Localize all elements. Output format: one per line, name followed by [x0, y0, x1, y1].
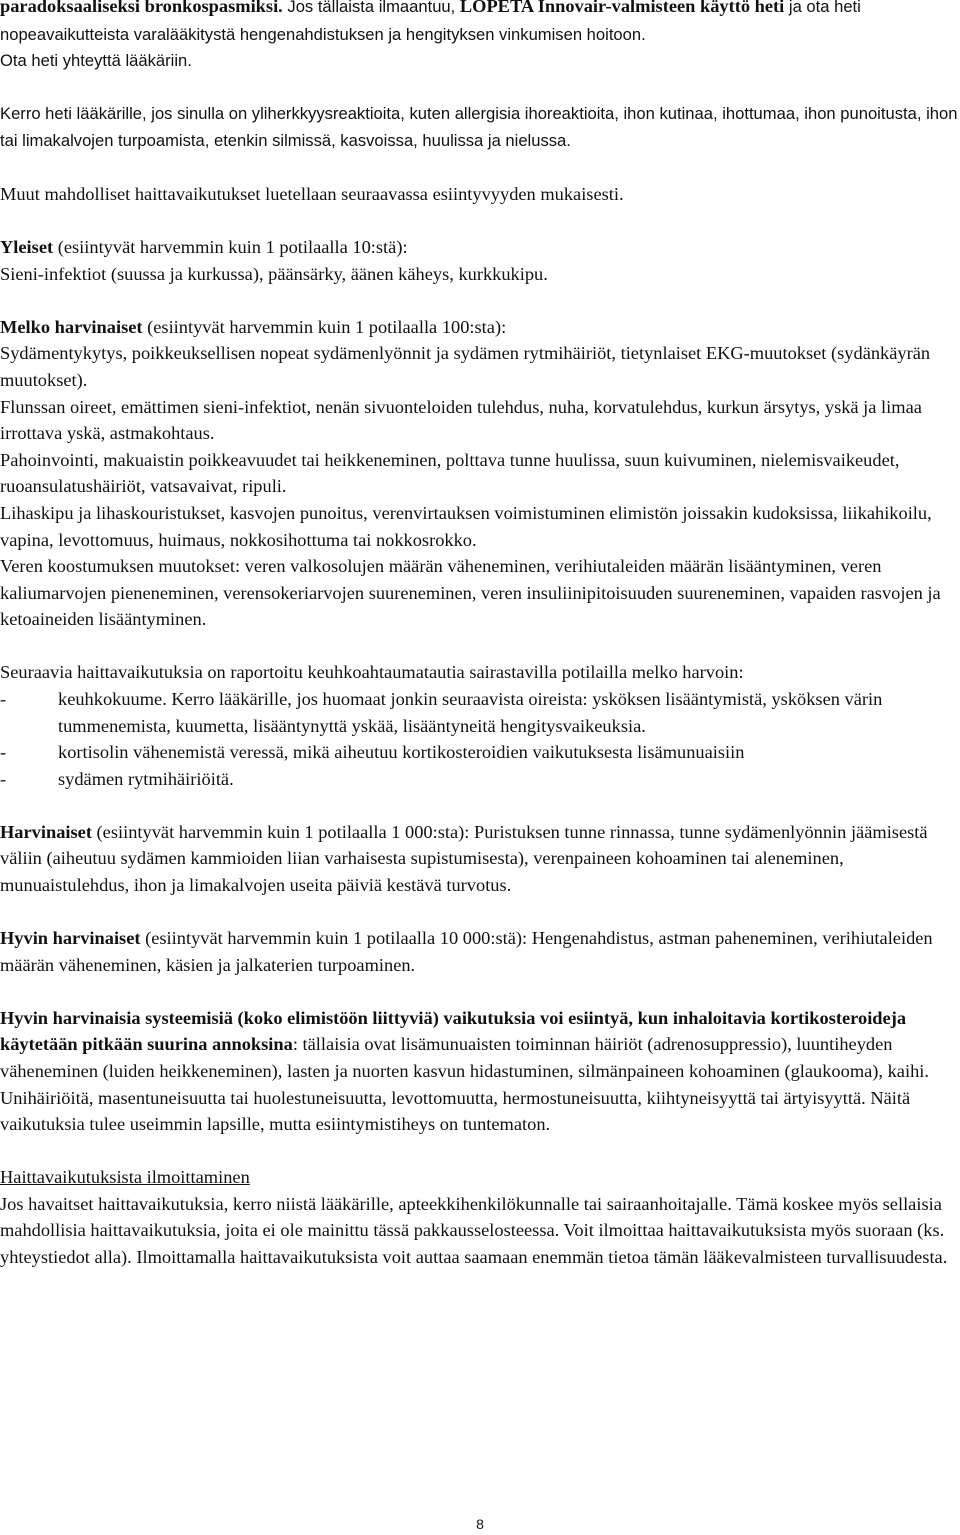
allergy-paragraph: Kerro heti lääkärille, jos sinulla on yliherkkyysreaktioita, kuten allergisia ihoreaktioita, ihon kutinaa, ihottumaa, ihon punoitusta, ihon tai limakalvojen turpoamista, etenkin silmissä, kasvoissa, huulissa ja nielussa.	[0, 104, 958, 150]
list-dash: -	[0, 688, 7, 709]
rare-label: Harvinaiset	[0, 821, 92, 842]
intro-bold-stop: LOPETA Innovair-valmisteen käyttö heti	[459, 0, 785, 16]
frequency-intro: Muut mahdolliset haittavaikutukset luetellaan seuraavassa esiintyvyyden mukaisesti.	[0, 183, 624, 204]
intro-contact-doctor: Ota heti yhteyttä lääkäriin.	[0, 51, 192, 71]
systemic-bold: Hyvin harvinaisia systeemisiä (koko elimistöön liittyviä) vaikutuksia voi esiintyä, kun inhaloitavia kortikosteroideja käytetään pitkään suurina annoksina	[0, 1007, 907, 1055]
systemic-text: : tällaisia ovat lisämunuaisten toiminnan häiriöt (adrenosuppressio), luuntiheyden väheneminen (luiden heikkeneminen), lasten ja nuorten kasvun hidastuminen, silmänpaineen kohoaminen (glaukooma), kaihi.	[0, 1034, 929, 1081]
rare-text: (esiintyvät harvemmin kuin 1 potilaalla 1 000:sta): Puristuksen tunne rinnassa, tunne sydämenlyönnin jäämisestä väliin (aiheutuu sydämen kammioiden liian varhaisesta supistumisesta), verenpaineen kohoaminen tai aleneminen, munuaistulehdus, ihon ja limakalvojen useita päiviä kestävä turvotus.	[0, 821, 928, 896]
intro-paragraph	[0, 0, 958, 48]
rare-paragraph	[0, 819, 958, 899]
common-effects: Sieni-infektiot (suussa ja kurkussa), päänsärky, äänen käheys, kurkkukipu.	[0, 263, 548, 284]
list-dash: -	[0, 742, 7, 763]
common-heading	[0, 234, 958, 261]
common-label: Yleiset	[0, 237, 54, 258]
uncommon-effect-item: Veren koostumuksen muutokset: veren valkosolujen määrän väheneminen, verihiutaleiden määrän lisääntyminen, veren kaliumarvojen pieneneminen, verensokeriarvojen suureneminen, veren insuliinipitoisuuden suureneminen, vapaiden rasvojen ja ketoaineiden lisääntyminen.	[0, 556, 941, 630]
uncommon-effect-item: Flunssan oireet, emättimen sieni-infektiot, nenän sivuonteloiden tulehdus, nuha, korvatulehdus, kurkun ärsytys, yskä ja limaa irrottava yskä, astmakohtaus.	[0, 396, 922, 444]
very-rare-label: Hyvin harvinaiset	[0, 928, 141, 949]
list-dash: -	[0, 768, 7, 789]
very-rare-paragraph	[0, 925, 958, 978]
uncommon-heading	[0, 314, 958, 341]
copd-item-text: keuhkokuume. Kerro lääkärille, jos huomaat jonkin seuraavista oireista: ysköksen lisääntymistä, ysköksen värin tummenemista, kuumetta, lisääntynyttä yskää, lisääntyneitä hengitysvaikeuksia.	[58, 688, 883, 736]
copd-list-item	[0, 766, 958, 793]
uncommon-effect-item: Pahoinvointi, makuaistin poikkeavuudet tai heikkeneminen, polttava tunne huulissa, suun kuivuminen, nielemisvaikeudet, ruoansulatushäiriöt, vatsavaivat, ripuli.	[0, 449, 900, 497]
intro-text-b: ja ota heti nopeavaikutteista varalääkitystä hengenahdistuksen ja hengityksen vinkumisen hoitoon.	[0, 0, 861, 44]
uncommon-effect-item: Sydämentykytys, poikkeuksellisen nopeat sydämenlyönnit ja sydämen rytmihäiriöt, tietynlaiset EKG-muutokset (sydänkäyrän muutokset).	[0, 343, 931, 390]
uncommon-frequency: (esiintyvät harvemmin kuin 1 potilaalla 100:sta):	[142, 316, 507, 337]
copd-intro: Seuraavia haittavaikutuksia on raportoitu keuhkoahtaumatautia sairastavilla potilailla melko harvoin:	[0, 662, 744, 683]
page-number: 8	[476, 1516, 484, 1532]
copd-list-item	[0, 686, 958, 739]
common-frequency: (esiintyvät harvemmin kuin 1 potilaalla 10:stä):	[53, 237, 408, 258]
systemic-paragraph-2: Unihäiriöitä, masentuneisuutta tai huolestuneisuutta, levottomuutta, hermostuneisuutta, kiihtyneisyyttä tai ärtyisyyttä. Näitä vaikutuksia tulee useimmin lapsille, mutta esiintymistiheys on tuntematon.	[0, 1087, 911, 1135]
uncommon-label: Melko harvinaiset	[0, 316, 143, 337]
copd-list-item	[0, 739, 958, 766]
uncommon-effect-item: Lihaskipu ja lihaskouristukset, kasvojen punoitus, verenvirtauksen voimistuminen elimistön joissakin kudoksissa, liikahikoilu, vapina, levottomuus, huimaus, nokkosihottuma tai nokkosrokko.	[0, 502, 932, 550]
intro-text-a: Jos tällaista ilmaantuu,	[282, 0, 460, 16]
copd-item-text: kortisolin vähenemistä veressä, mikä aiheutuu kortikosteroidien vaikutuksesta lisämunuaisiin	[58, 742, 745, 763]
copd-item-text: sydämen rytmihäiriöitä.	[58, 768, 234, 789]
intro-bold-start: paradoksaaliseksi bronkospasmiksi.	[0, 0, 283, 16]
systemic-paragraph	[0, 1005, 958, 1085]
reporting-heading: Haittavaikutuksista ilmoittaminen	[0, 1167, 250, 1188]
very-rare-text: (esiintyvät harvemmin kuin 1 potilaalla 10 000:stä): Hengenahdistus, astman paheneminen, verihiutaleiden määrän väheneminen, käsien ja jalkaterien turpoaminen.	[0, 928, 933, 975]
reporting-text: Jos havaitset haittavaikutuksia, kerro niistä lääkärille, apteekkihenkilökunnalle tai sairaanhoitajalle. Tämä koskee myös sellaisia mahdollisia haittavaikutuksia, joita ei ole mainittu tässä pakkausselosteessa. Voit ilmoittaa haittavaikutuksista myös suoraan (ks. yhteystiedot alla). Ilmoittamalla haittavaikutuksista voit auttaa saamaan enemmän tietoa tämän lääkevalmisteen turvallisuudesta.	[0, 1193, 948, 1268]
